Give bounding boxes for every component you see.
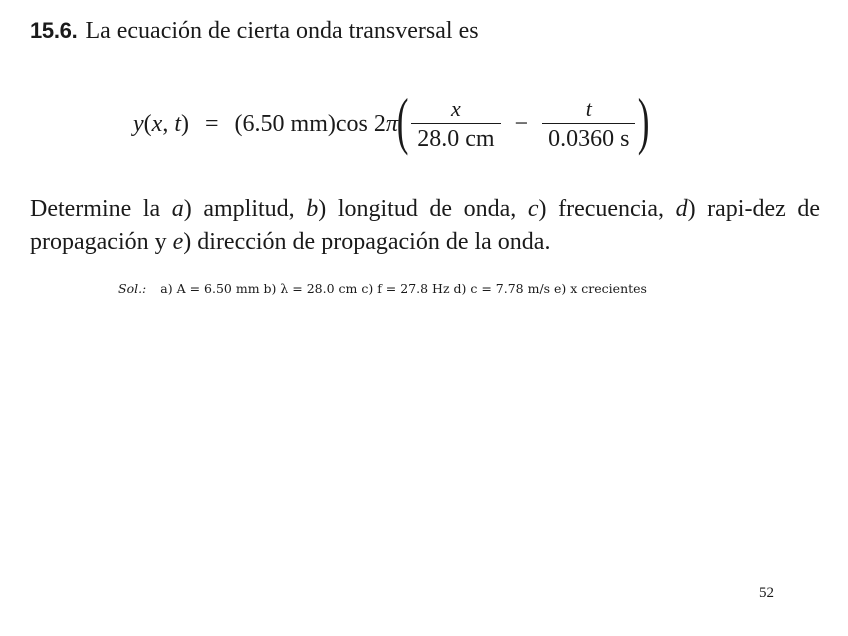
- left-paren: (: [396, 85, 409, 156]
- question-text: [30, 193, 826, 259]
- solution-label: Sol.:: [118, 281, 147, 296]
- question-part: ) amplitud,: [183, 196, 307, 222]
- question-item-c: c: [527, 196, 539, 222]
- question-part: ) rapi-dez de propagación y: [30, 196, 826, 255]
- question-part: ) frecuencia,: [538, 196, 676, 222]
- fraction-t: [542, 95, 635, 154]
- equation-var-t: t: [174, 110, 181, 137]
- fraction-x-denominator: 28.0 cm: [411, 123, 500, 154]
- question-item-b: b: [306, 196, 319, 222]
- solution-line: [118, 281, 647, 296]
- equation-minus: −: [514, 110, 529, 137]
- question-item-a: a: [171, 196, 184, 222]
- equation-amplitude: (6.50 mm): [234, 110, 336, 137]
- equation-cos: cos: [335, 110, 368, 137]
- fraction-t-denominator: 0.0360 s: [542, 123, 635, 154]
- question-part: ) dirección de propagación de la onda.: [183, 229, 551, 255]
- question-item-e: e: [172, 229, 184, 255]
- fraction-x-numerator: x: [450, 95, 461, 121]
- equation-function: y: [133, 110, 144, 137]
- page-number: 52: [759, 585, 774, 601]
- equation-pi: π: [385, 110, 398, 137]
- question-part: ) longitud de onda,: [318, 196, 528, 222]
- problem-number: 15.6.: [30, 18, 78, 43]
- solution-text: a) A = 6.50 mm b) λ = 28.0 cm c) f = 27.8 Hz d) c = 7.78 m/s e) x crecientes: [160, 281, 647, 296]
- equation-equals: =: [204, 110, 219, 137]
- fraction-t-numerator: t: [585, 95, 592, 121]
- right-paren: ): [638, 85, 650, 156]
- question-part: Determine la: [30, 196, 172, 222]
- equation-two: 2: [373, 110, 386, 137]
- wave-equation: y ( x , t ) = (6.50 mm) cos 2 π ( $\frac{x}{28.0 cm}$ − $\frac{t}{0.0360 s}$ ): [133, 85, 650, 156]
- equation-comma: ,: [162, 110, 169, 137]
- problem-title: La ecuación de cierta onda transversal es: [85, 18, 479, 44]
- equation-var-x: x: [151, 110, 163, 137]
- question-item-d: d: [675, 196, 688, 222]
- fraction-x: [411, 95, 500, 154]
- problem-header: [30, 18, 479, 45]
